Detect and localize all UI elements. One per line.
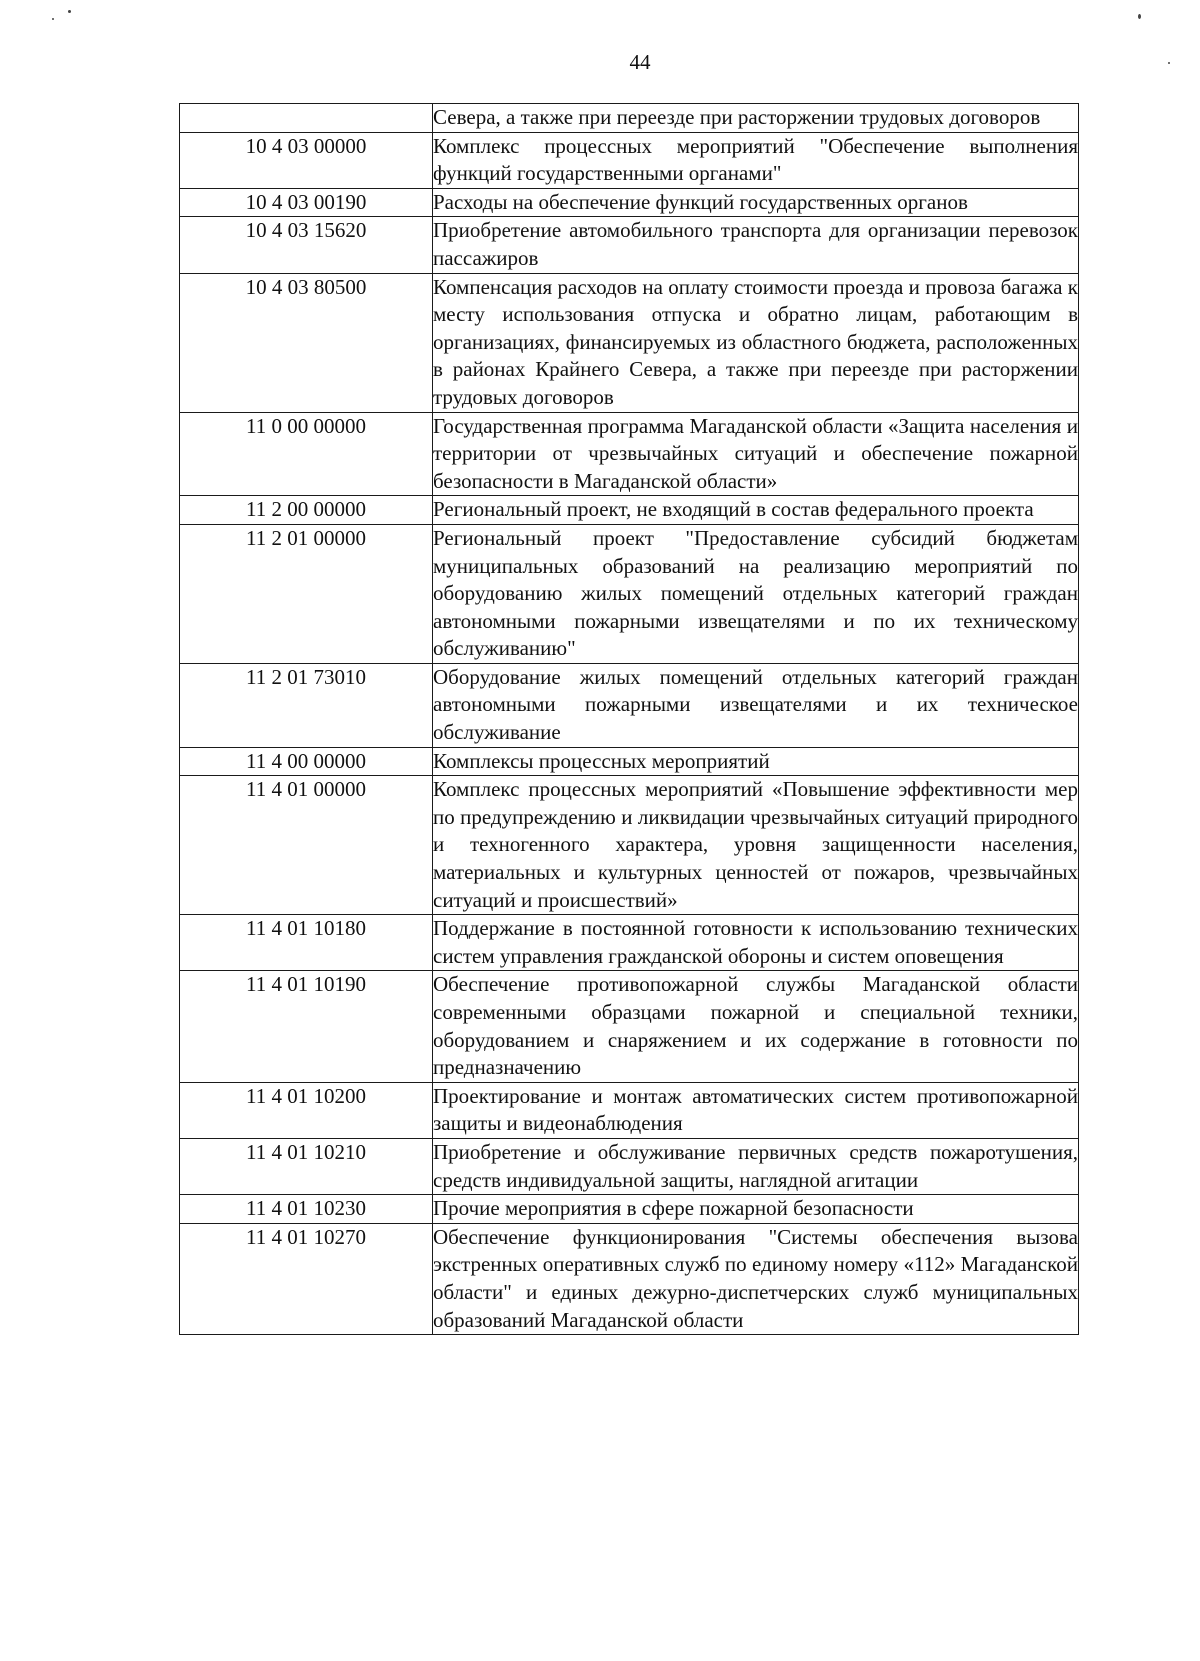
table-row xyxy=(180,1195,1079,1224)
code-cell: 11 4 01 10230 xyxy=(180,1195,433,1224)
code-cell: 11 2 01 00000 xyxy=(180,524,433,663)
table-row xyxy=(180,1082,1079,1138)
description-cell: Приобретение и обслуживание первичных средств пожаротушения, средств индивидуальной защиты, наглядной агитации xyxy=(433,1138,1079,1194)
code-cell: 11 4 01 10190 xyxy=(180,971,433,1082)
description-cell: Проектирование и монтаж автоматических систем противопожарной защиты и видеонаблюдения xyxy=(433,1082,1079,1138)
table-row xyxy=(180,663,1079,747)
table-row xyxy=(180,1223,1079,1334)
description-cell: Севера, а также при переезде при расторжении трудовых договоров xyxy=(433,104,1079,133)
description-cell: Прочие мероприятия в сфере пожарной безопасности xyxy=(433,1195,1079,1224)
description-cell: Обеспечение противопожарной службы Магаданской области современными образцами пожарной и специальной техники, оборудованием и снаряжением и их содержание в готовности по предназначению xyxy=(433,971,1079,1082)
page-number: 44 xyxy=(629,50,651,74)
description-cell: Региональный проект, не входящий в состав федерального проекта xyxy=(433,496,1079,525)
budget-code-table xyxy=(179,103,1079,1335)
table-row xyxy=(180,1138,1079,1194)
code-cell: 11 0 00 00000 xyxy=(180,412,433,496)
description-cell: Обеспечение функционирования "Системы обеспечения вызова экстренных оперативных служб по единому номеру «112» Магаданской области" и единых дежурно-диспетчерских служб муниципальных образований Магаданской области xyxy=(433,1223,1079,1334)
description-cell: Комплекс процессных мероприятий "Обеспечение выполнения функций государственными органами" xyxy=(433,132,1079,188)
table-row xyxy=(180,971,1079,1082)
code-cell: 11 4 01 10200 xyxy=(180,1082,433,1138)
description-cell: Оборудование жилых помещений отдельных категорий граждан автономными пожарными извещателями и их техническое обслуживание xyxy=(433,663,1079,747)
code-cell: 10 4 03 15620 xyxy=(180,217,433,273)
description-cell: Поддержание в постоянной готовности к использованию технических систем управления гражданской обороны и систем оповещения xyxy=(433,915,1079,971)
description-cell: Государственная программа Магаданской области «Защита населения и территории от чрезвычайных ситуаций и обеспечение пожарной безопасности в Магаданской области» xyxy=(433,412,1079,496)
table-row xyxy=(180,496,1079,525)
table-row xyxy=(180,217,1079,273)
code-cell: 10 4 03 00190 xyxy=(180,188,433,217)
description-cell: Комплекс процессных мероприятий «Повышение эффективности мер по предупреждению и ликвидации чрезвычайных ситуаций природного и техногенного характера, уровня защищенности населения, материальных и культурных ценностей от пожаров, чрезвычайных ситуаций и происшествий» xyxy=(433,776,1079,915)
code-cell: 11 2 01 73010 xyxy=(180,663,433,747)
description-cell: Расходы на обеспечение функций государственных органов xyxy=(433,188,1079,217)
code-cell: 10 4 03 00000 xyxy=(180,132,433,188)
table-row xyxy=(180,132,1079,188)
code-cell: 10 4 03 80500 xyxy=(180,273,433,412)
code-cell xyxy=(180,104,433,133)
scan-speck xyxy=(52,18,54,20)
code-cell: 11 4 01 10180 xyxy=(180,915,433,971)
description-cell: Региональный проект "Предоставление субсидий бюджетам муниципальных образований на реализацию мероприятий по оборудованию жилых помещений отдельных категорий граждан автономными пожарными извещателями и по их техническому обслуживанию" xyxy=(433,524,1079,663)
table-row xyxy=(180,915,1079,971)
table-row xyxy=(180,412,1079,496)
table-row xyxy=(180,776,1079,915)
code-cell: 11 4 01 10210 xyxy=(180,1138,433,1194)
table-row xyxy=(180,188,1079,217)
table-row xyxy=(180,104,1079,133)
description-cell: Приобретение автомобильного транспорта для организации перевозок пассажиров xyxy=(433,217,1079,273)
scan-speck xyxy=(1138,14,1141,19)
description-cell: Компенсация расходов на оплату стоимости проезда и провоза багажа к месту использования отпуска и обратно лицам, работающим в организациях, финансируемых из областного бюджета, расположенных в районах Крайнего Севера, а также при переезде при расторжении трудовых договоров xyxy=(433,273,1079,412)
code-cell: 11 4 01 10270 xyxy=(180,1223,433,1334)
code-cell: 11 4 01 00000 xyxy=(180,776,433,915)
description-cell: Комплексы процессных мероприятий xyxy=(433,747,1079,776)
code-cell: 11 2 00 00000 xyxy=(180,496,433,525)
table-row xyxy=(180,747,1079,776)
table-row xyxy=(180,524,1079,663)
table-row xyxy=(180,273,1079,412)
code-cell: 11 4 00 00000 xyxy=(180,747,433,776)
scan-speck xyxy=(68,10,71,13)
